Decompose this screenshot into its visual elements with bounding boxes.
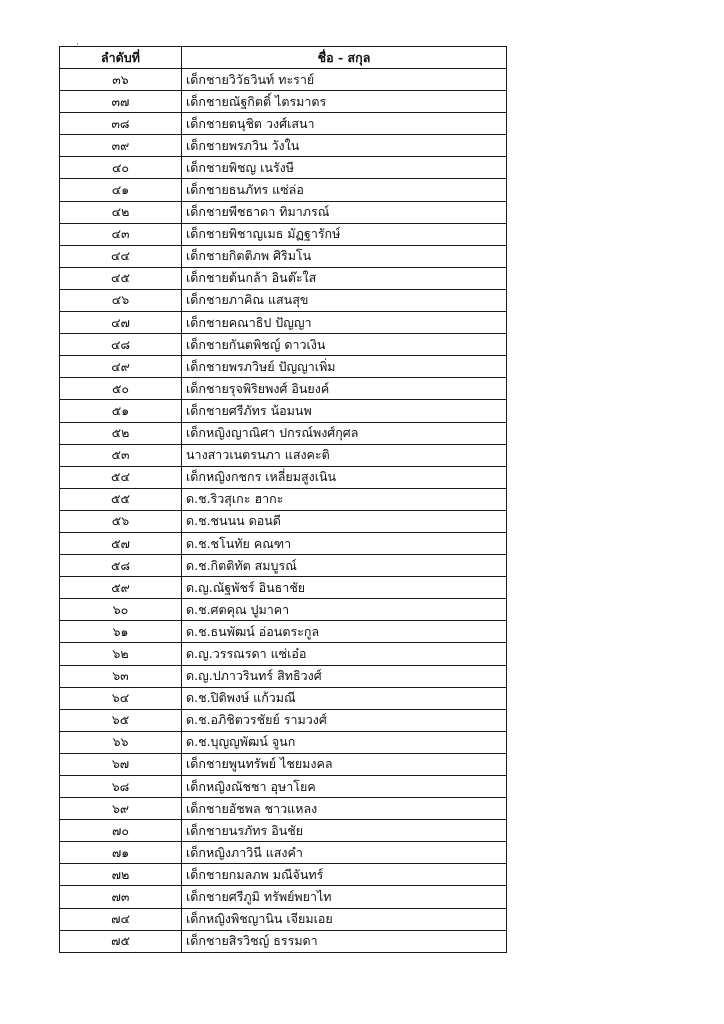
row-number: ๔๐: [60, 157, 182, 179]
row-full-name: เด็กหญิงภาวินี แสงคำ: [182, 842, 507, 864]
row-number: ๗๔: [60, 908, 182, 930]
table-row: [60, 621, 507, 643]
row-number: ๖๔: [60, 687, 182, 709]
table-row: [60, 356, 507, 378]
table-row: [60, 444, 507, 466]
row-full-name: เด็กชายพรภวิน วังใน: [182, 135, 507, 157]
row-full-name: เด็กหญิงณัชชา อุษาโยค: [182, 776, 507, 798]
row-full-name: นางสาวเนตรนภา แสงคะติ: [182, 444, 507, 466]
row-number: ๕๕: [60, 488, 182, 510]
row-full-name: เด็กชายณัฐกิตติ์ ไตรมาตร: [182, 91, 507, 113]
row-number: ๓๗: [60, 91, 182, 113]
row-full-name: เด็กชายพิชาญเมธ มัฏฐารักษ์: [182, 223, 507, 245]
row-number: ๕๖: [60, 510, 182, 532]
row-number: ๔๓: [60, 223, 182, 245]
table-row: [60, 510, 507, 532]
table-row: [60, 179, 507, 201]
row-number: ๓๘: [60, 113, 182, 135]
row-full-name: เด็กหญิงพิชญานิน เจียมเอย: [182, 908, 507, 930]
row-full-name: เด็กชายพรภวิษย์ ปัญญาเพิ่ม: [182, 356, 507, 378]
table-row: [60, 753, 507, 775]
row-number: ๔๖: [60, 289, 182, 311]
table-row: [60, 908, 507, 930]
row-number: ๖๓: [60, 665, 182, 687]
row-number: ๔๗: [60, 312, 182, 334]
row-number: ๖๖: [60, 731, 182, 753]
row-number: ๔๑: [60, 179, 182, 201]
row-full-name: ด.ช.ปิติพงษ์ แก้วมณี: [182, 687, 507, 709]
row-full-name: เด็กหญิงกชกร เหลี่ยมสูงเนิน: [182, 466, 507, 488]
table-row: [60, 223, 507, 245]
row-full-name: เด็กชายพีชธาดา ทิมาภรณ์: [182, 201, 507, 223]
table-row: [60, 91, 507, 113]
row-full-name: เด็กหญิงญาณิศา ปกรณ์พงศ์กุศล: [182, 422, 507, 444]
row-full-name: ด.ญ.ปภาวรินทร์ สิทธิวงศ์: [182, 665, 507, 687]
table-row: [60, 289, 507, 311]
row-number: ๕๙: [60, 577, 182, 599]
table-row: [60, 312, 507, 334]
row-full-name: เด็กชายคณาธิป ปัญญา: [182, 312, 507, 334]
row-full-name: ด.ญ.วรรณรดา แซ่เอ๋อ: [182, 643, 507, 665]
row-number: ๕๘: [60, 555, 182, 577]
table-row: [60, 687, 507, 709]
table-row: [60, 643, 507, 665]
row-number: ๗๐: [60, 820, 182, 842]
header-number: ลำดับที่: [60, 47, 182, 69]
table-row: [60, 864, 507, 886]
table-row: [60, 555, 507, 577]
header-name: ชื่อ - สกุล: [182, 47, 507, 69]
row-full-name: เด็กชายรุจพิริยพงศ์ อินยงค์: [182, 378, 507, 400]
row-number: ๔๔: [60, 245, 182, 267]
table-row: [60, 157, 507, 179]
table-row: [60, 577, 507, 599]
table-row: [60, 201, 507, 223]
table-row: [60, 488, 507, 510]
table-row: [60, 599, 507, 621]
row-number: ๖๐: [60, 599, 182, 621]
table-row: [60, 532, 507, 554]
row-number: ๔๒: [60, 201, 182, 223]
row-number: ๕๒: [60, 422, 182, 444]
table-header-row: [60, 47, 507, 69]
row-number: ๕๓: [60, 444, 182, 466]
row-full-name: เด็กชายอัชพล ชาวแหลง: [182, 798, 507, 820]
row-full-name: เด็กชายกิตติภพ ศิริมโน: [182, 245, 507, 267]
table-row: [60, 334, 507, 356]
row-number: ๕๔: [60, 466, 182, 488]
table-row: [60, 466, 507, 488]
row-full-name: เด็กชายสิรวิชญ์ ธรรมดา: [182, 930, 507, 952]
row-number: ๖๒: [60, 643, 182, 665]
row-full-name: ด.ช.ริวสุเกะ ฮากะ: [182, 488, 507, 510]
table-row: [60, 798, 507, 820]
row-number: ๖๗: [60, 753, 182, 775]
row-number: ๗๓: [60, 886, 182, 908]
row-full-name: เด็กชายพูนทรัพย์ ไชยมงคล: [182, 753, 507, 775]
table-row: [60, 665, 507, 687]
row-number: ๗๑: [60, 842, 182, 864]
row-number: ๕๑: [60, 400, 182, 422]
row-number: ๕๐: [60, 378, 182, 400]
row-full-name: ด.ช.ศตคุณ ปูมาคา: [182, 599, 507, 621]
row-full-name: เด็กชายต้นกล้า อินต๊ะใส: [182, 267, 507, 289]
row-number: ๖๑: [60, 621, 182, 643]
row-full-name: เด็กชายพิชญ เนรังษี: [182, 157, 507, 179]
table-row: [60, 776, 507, 798]
row-number: ๕๗: [60, 532, 182, 554]
row-number: ๔๕: [60, 267, 182, 289]
row-number: ๗๕: [60, 930, 182, 952]
row-number: ๗๒: [60, 864, 182, 886]
table-row: [60, 709, 507, 731]
row-number: ๖๙: [60, 798, 182, 820]
row-full-name: ด.ช.อภิชิตวรชัยย์ รามวงศ์: [182, 709, 507, 731]
table-row: [60, 886, 507, 908]
row-number: ๖๕: [60, 709, 182, 731]
row-full-name: ด.ช.กิตติทัต สมบูรณ์: [182, 555, 507, 577]
table-body: [60, 69, 507, 953]
row-number: ๓๖: [60, 69, 182, 91]
row-full-name: ด.ช.ธนพัฒน์ อ่อนตระกูล: [182, 621, 507, 643]
row-number: ๔๙: [60, 356, 182, 378]
row-full-name: เด็กชายกันตพิชญ์ ดาวเงิน: [182, 334, 507, 356]
row-full-name: ด.ช.ชโนทัย คณฑา: [182, 532, 507, 554]
row-full-name: เด็กชายภาคิณ แสนสุข: [182, 289, 507, 311]
table-row: [60, 245, 507, 267]
row-full-name: ด.ญ.ณัฐพัชร์ อินธาชัย: [182, 577, 507, 599]
row-full-name: เด็กชายนรภัทร อินชัย: [182, 820, 507, 842]
table-row: [60, 400, 507, 422]
row-number: ๔๘: [60, 334, 182, 356]
table-row: [60, 113, 507, 135]
table-row: [60, 267, 507, 289]
row-full-name: เด็กชายธนภัทร แซ่ล่อ: [182, 179, 507, 201]
table-row: [60, 930, 507, 952]
row-full-name: เด็กชายกมลภพ มณีจันทร์: [182, 864, 507, 886]
row-full-name: เด็กชายตนุชิต วงศ์เสนา: [182, 113, 507, 135]
table-row: [60, 422, 507, 444]
table-row: [60, 135, 507, 157]
row-full-name: ด.ช.บุญญพัฒน์ จูนก: [182, 731, 507, 753]
table-row: [60, 842, 507, 864]
table-row: [60, 820, 507, 842]
row-full-name: ด.ช.ชนนน ดอนดี: [182, 510, 507, 532]
row-number: ๓๙: [60, 135, 182, 157]
row-number: ๖๘: [60, 776, 182, 798]
row-full-name: เด็กชายวิวัธวินท์ ทะราย์: [182, 69, 507, 91]
table-row: [60, 69, 507, 91]
row-full-name: เด็กชายศรีภูมิ ทรัพย์พยาไท: [182, 886, 507, 908]
student-roster-table: [59, 46, 507, 953]
table-row: [60, 378, 507, 400]
scan-mark: ·: [76, 40, 79, 50]
table-row: [60, 731, 507, 753]
row-full-name: เด็กชายศรีภัทร น้อมนพ: [182, 400, 507, 422]
